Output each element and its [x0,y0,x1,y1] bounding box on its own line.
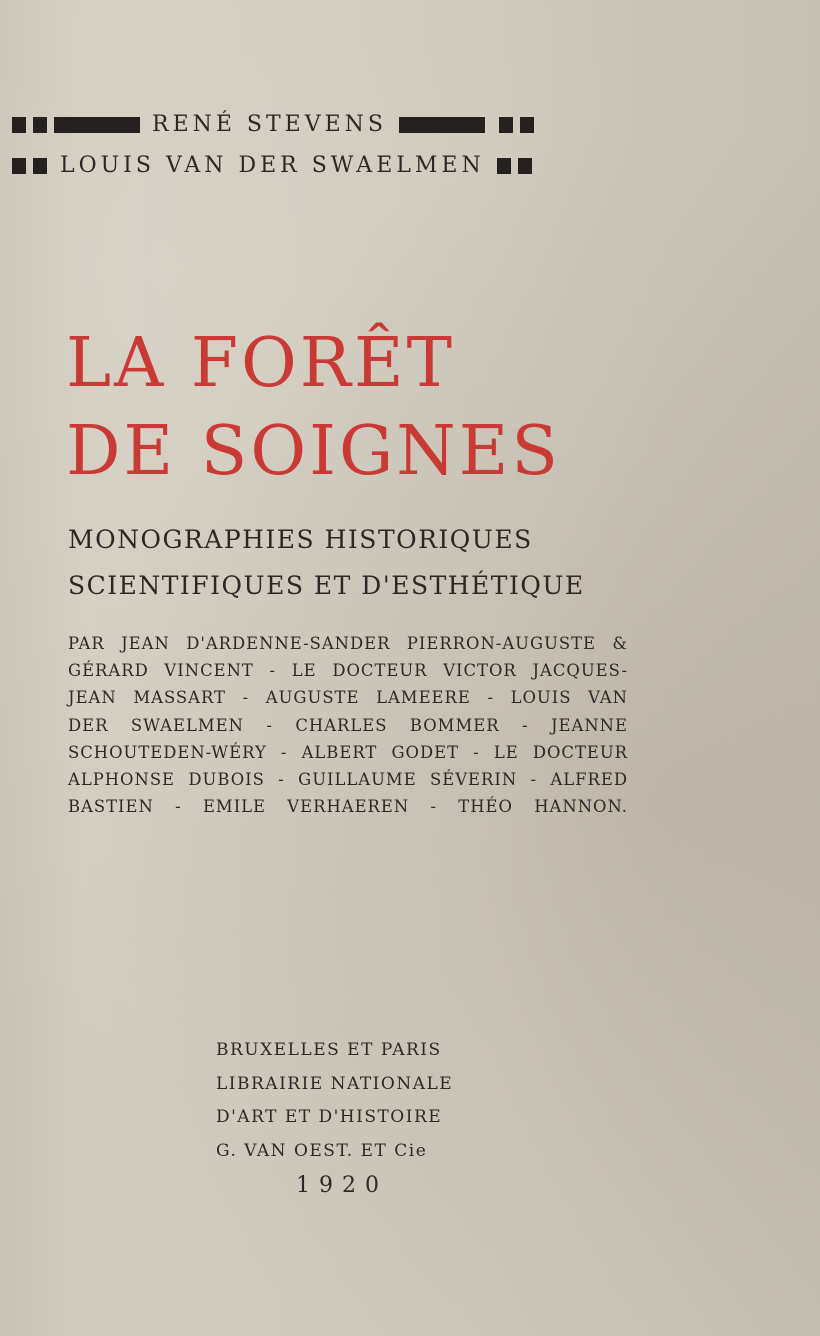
author-name: RENÉ STEVENS [152,112,387,137]
ornament-square [518,158,532,174]
contributors-block [68,630,628,820]
ornament-square [497,158,511,174]
ornament-bar [399,117,485,133]
contributor-line: JEAN MASSART - AUGUSTE LAMEERE - LOUIS VAN [68,688,628,708]
ornament-square [499,117,513,133]
ornament-square [12,158,26,174]
imprint-line: D'ART ET D'HISTOIRE [216,1107,443,1127]
contributor-line: PAR JEAN D'ARDENNE-SANDER PIERRON-AUGUSTE & [68,634,628,653]
ornament-square [33,117,47,133]
imprint-line: LIBRAIRIE NATIONALE [216,1073,454,1094]
title-line-1: LA FORÊT [66,324,456,403]
author-row-1 [12,110,662,140]
imprint-line: BRUXELLES ET PARIS [216,1040,442,1060]
publication-year: 1920 [296,1173,388,1198]
ornament-square [33,158,47,174]
author-name: LOUIS VAN DER SWAELMEN [60,153,485,178]
imprint-block [216,1034,476,1204]
ornament-square [520,117,534,133]
ornament-bar [54,117,140,133]
ornament-square [12,117,26,133]
contributor-line: SCHOUTEDEN-WÉRY - ALBERT GODET - LE DOCTEUR [68,742,628,762]
imprint-line: G. VAN OEST. ET Cie [216,1140,428,1161]
contributor-line: BASTIEN - EMILE VERHAEREN - THÉO HANNON. [68,797,628,817]
subtitle-line-2: SCIENTIFIQUES ET D'ESTHÉTIQUE [68,571,585,600]
contributor-line: ALPHONSE DUBOIS - GUILLAUME SÉVERIN - ALFRED [68,770,628,790]
contributor-line: DER SWAELMEN - CHARLES BOMMER - JEANNE [68,715,628,735]
author-row-2 [12,151,662,181]
contributor-line: GÉRARD VINCENT - LE DOCTEUR VICTOR JACQUES- [68,661,628,681]
subtitle-line-1: MONOGRAPHIES HISTORIQUES [68,525,533,554]
title-line-2: DE SOIGNES [66,412,562,491]
